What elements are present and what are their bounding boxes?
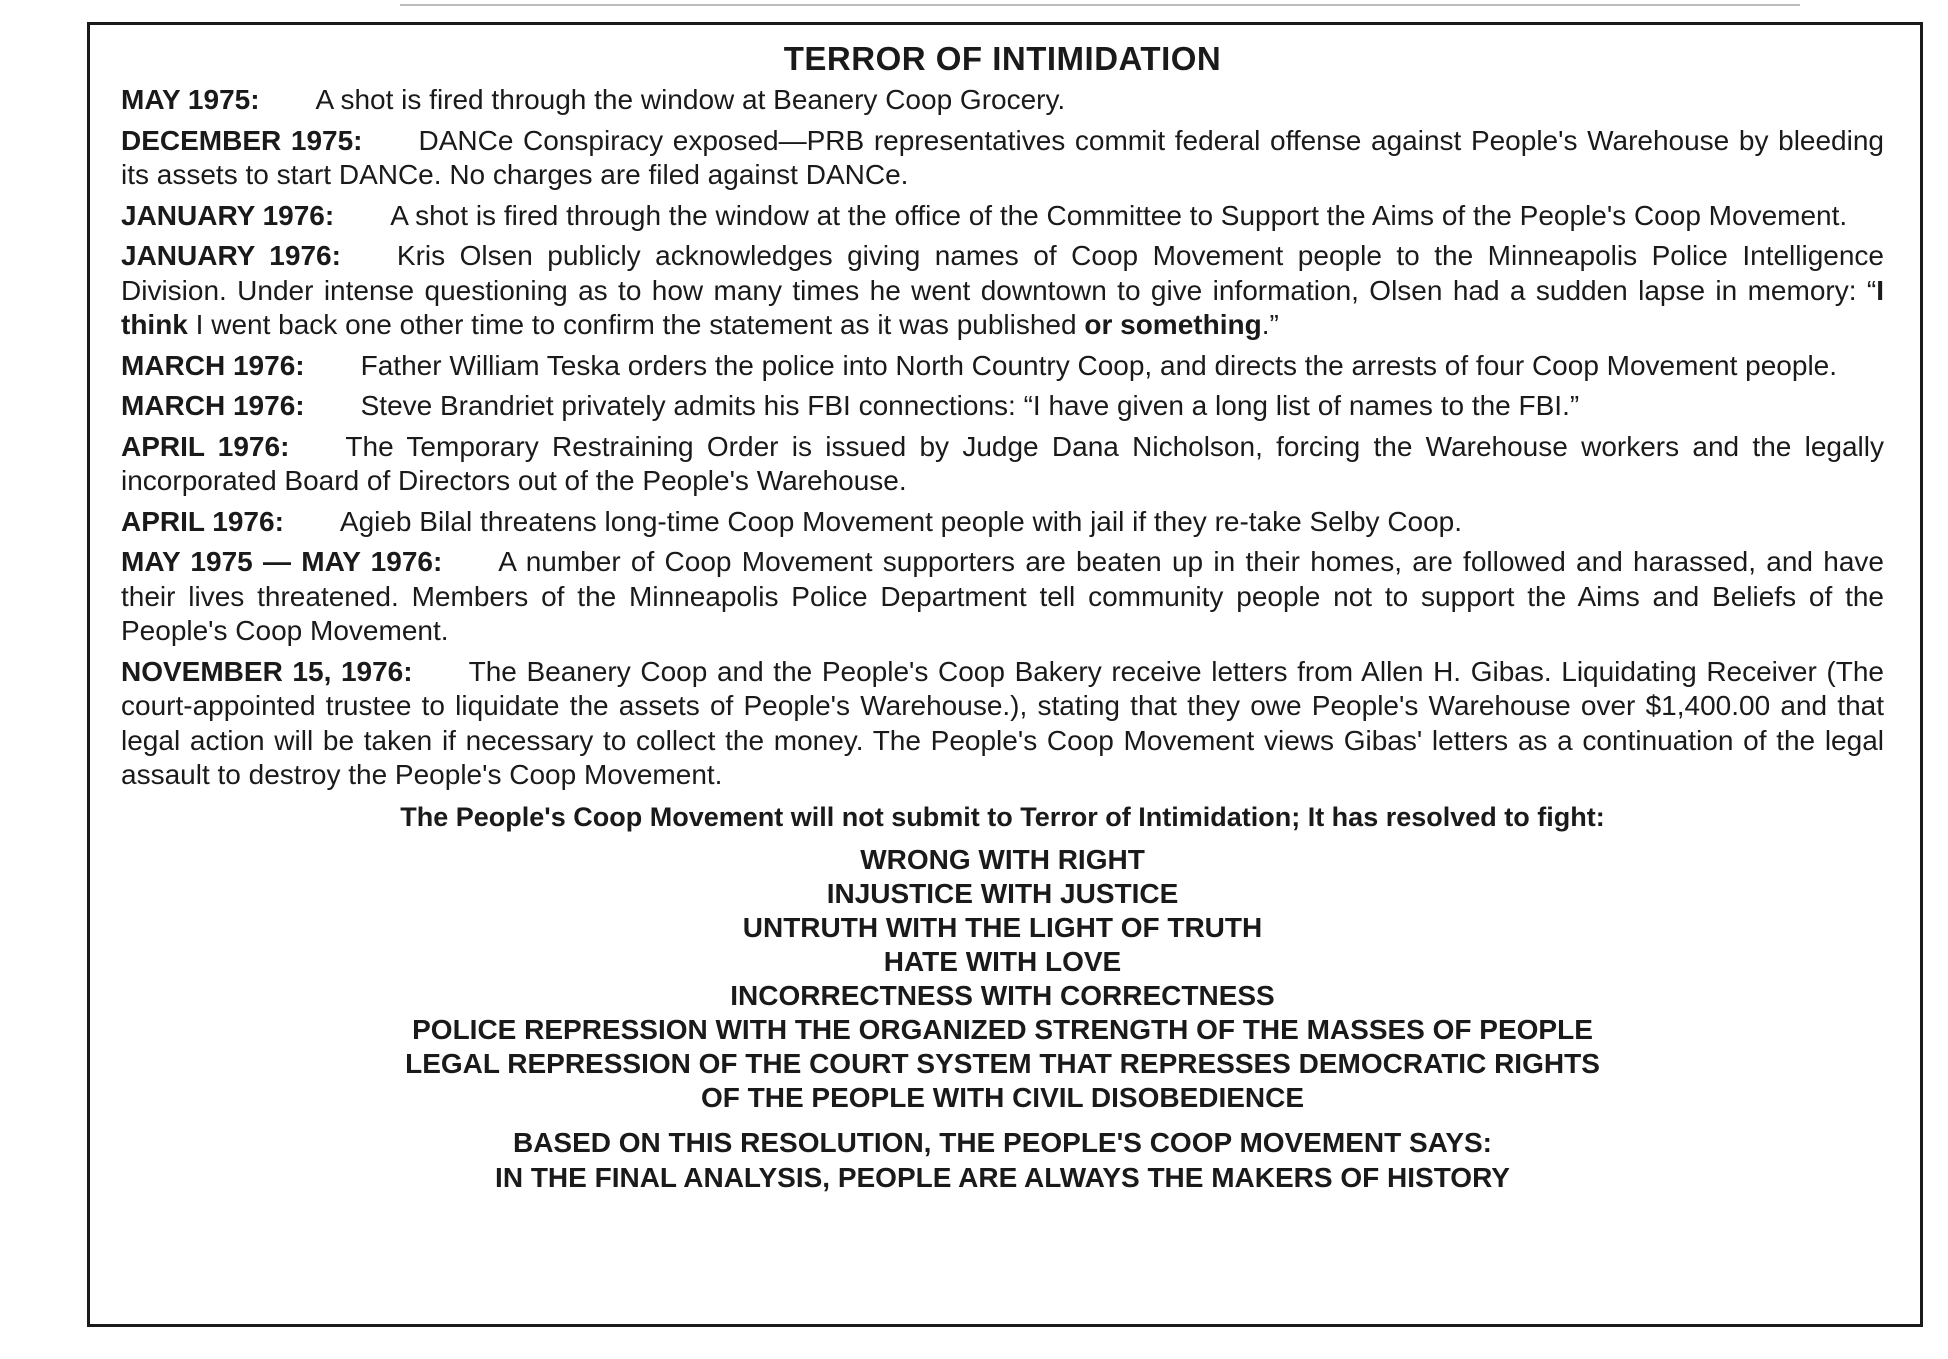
entry-text: Agieb Bilal threatens long-time Coop Movement people with jail if they re-take Selby Coop.	[339, 505, 1463, 537]
entry-date: DECEMBER 1975:	[121, 124, 363, 156]
entry-text: DANCe Conspiracy exposed—PRB representatives commit federal offense against People's Warehouse by bleeding its assets to start DANCe. No charges are filed against DANCe.	[121, 124, 1884, 190]
entry-date: MARCH 1976:	[121, 349, 305, 381]
entry-text: The Temporary Restraining Order is issued by Judge Dana Nicholson, forcing the Warehouse workers and the legally incorporated Board of Directors out of the People's Warehouse.	[121, 430, 1884, 496]
entry-date: APRIL 1976:	[121, 505, 284, 537]
entry-date: JANUARY 1976:	[121, 240, 341, 271]
resolution-item: HATE WITH LOVE	[883, 945, 1122, 977]
timeline-entry	[121, 655, 1884, 793]
resolution-item: INCORRECTNESS WITH CORRECTNESS	[730, 979, 1275, 1011]
resolution-item: OF THE PEOPLE WITH CIVIL DISOBEDIENCE	[700, 1081, 1305, 1113]
closing-statement	[121, 1125, 1884, 1195]
document-frame	[87, 22, 1923, 1327]
timeline-entry	[121, 389, 1884, 424]
entry-text-continued: I went back one other time to confirm the statement as it was published	[187, 309, 1085, 340]
entry-text: A shot is fired through the window at the office of the Committee to Support the Aims of the People's Coop Movement.	[390, 199, 1848, 231]
resolution-item: WRONG WITH RIGHT	[860, 843, 1145, 875]
entry-date: APRIL 1976:	[121, 430, 290, 462]
entry-date: NOVEMBER 15, 1976:	[121, 655, 413, 687]
resolution-item: UNTRUTH WITH THE LIGHT OF TRUTH	[742, 911, 1263, 943]
entry-text: The Beanery Coop and the People's Coop Bakery receive letters from Allen H. Gibas. Liquidating Receiver (The court-appointed trustee to liquidate the assets of People's Warehouse.), stating that they owe People's Warehouse over $1,400.00 and that legal action will be taken if necessary to collect the money. The People's Coop Movement views Gibas' letters as a continuation of the legal assault to destroy the People's Coop Movement.	[121, 655, 1884, 790]
timeline-entry	[121, 199, 1884, 234]
entry-text: Father William Teska orders the police into North Country Coop, and directs the arrests of four Coop Movement people.	[360, 349, 1838, 381]
entry-text: A number of Coop Movement supporters are beaten up in their homes, are followed and harassed, and have their lives threatened. Members of the Minneapolis Police Department tell community people not to support the Aims and Beliefs of the People's Coop Movement.	[121, 546, 1884, 646]
entry-date: MAY 1975 — MAY 1976:	[121, 546, 443, 577]
entry-date: MARCH 1976:	[121, 390, 305, 421]
document-title: TERROR OF INTIMIDATION	[783, 40, 1222, 77]
top-rule	[400, 4, 1800, 6]
entry-quote-emphasis: I think	[121, 274, 1884, 340]
timeline-entry	[121, 545, 1884, 649]
timeline-entry	[121, 430, 1884, 499]
entry-text: A shot is fired through the window at Beanery Coop Grocery.	[315, 84, 1066, 115]
entry-quote-emphasis: or something	[1084, 309, 1262, 340]
timeline-entry	[121, 349, 1884, 384]
entry-text: Steve Brandriet privately admits his FBI connections: “I have given a long list of names to the FBI.”	[360, 390, 1580, 421]
timeline-entry	[121, 505, 1884, 540]
resolution-item: LEGAL REPRESSION OF THE COURT SYSTEM THAT REPRESSES DEMOCRATIC RIGHTS	[405, 1047, 1600, 1079]
resolution-intro: The People's Coop Movement will not submit to Terror of Intimidation; It has resolved to fight:	[400, 801, 1605, 832]
entry-text-end: .”	[1261, 309, 1279, 340]
closing-line: IN THE FINAL ANALYSIS, PEOPLE ARE ALWAYS THE MAKERS OF HISTORY	[495, 1161, 1510, 1193]
resolution-list	[121, 843, 1884, 1115]
entry-text: Kris Olsen publicly acknowledges giving names of Coop Movement people to the Minneapolis Police Intelligence Division. Under intense questioning as to how many times he went downtown to give information, Olsen had a sudden lapse in memory: “	[121, 240, 1884, 306]
timeline-entry	[121, 83, 1884, 118]
timeline-entry	[121, 239, 1884, 343]
entry-date: MAY 1975:	[121, 84, 260, 115]
resolution-item: INJUSTICE WITH JUSTICE	[826, 877, 1179, 909]
entry-date: JANUARY 1976:	[121, 199, 335, 231]
resolution-item: POLICE REPRESSION WITH THE ORGANIZED STRENGTH OF THE MASSES OF PEOPLE	[412, 1013, 1593, 1045]
closing-line: BASED ON THIS RESOLUTION, THE PEOPLE'S COOP MOVEMENT SAYS:	[512, 1126, 1492, 1158]
timeline-entry	[121, 124, 1884, 193]
